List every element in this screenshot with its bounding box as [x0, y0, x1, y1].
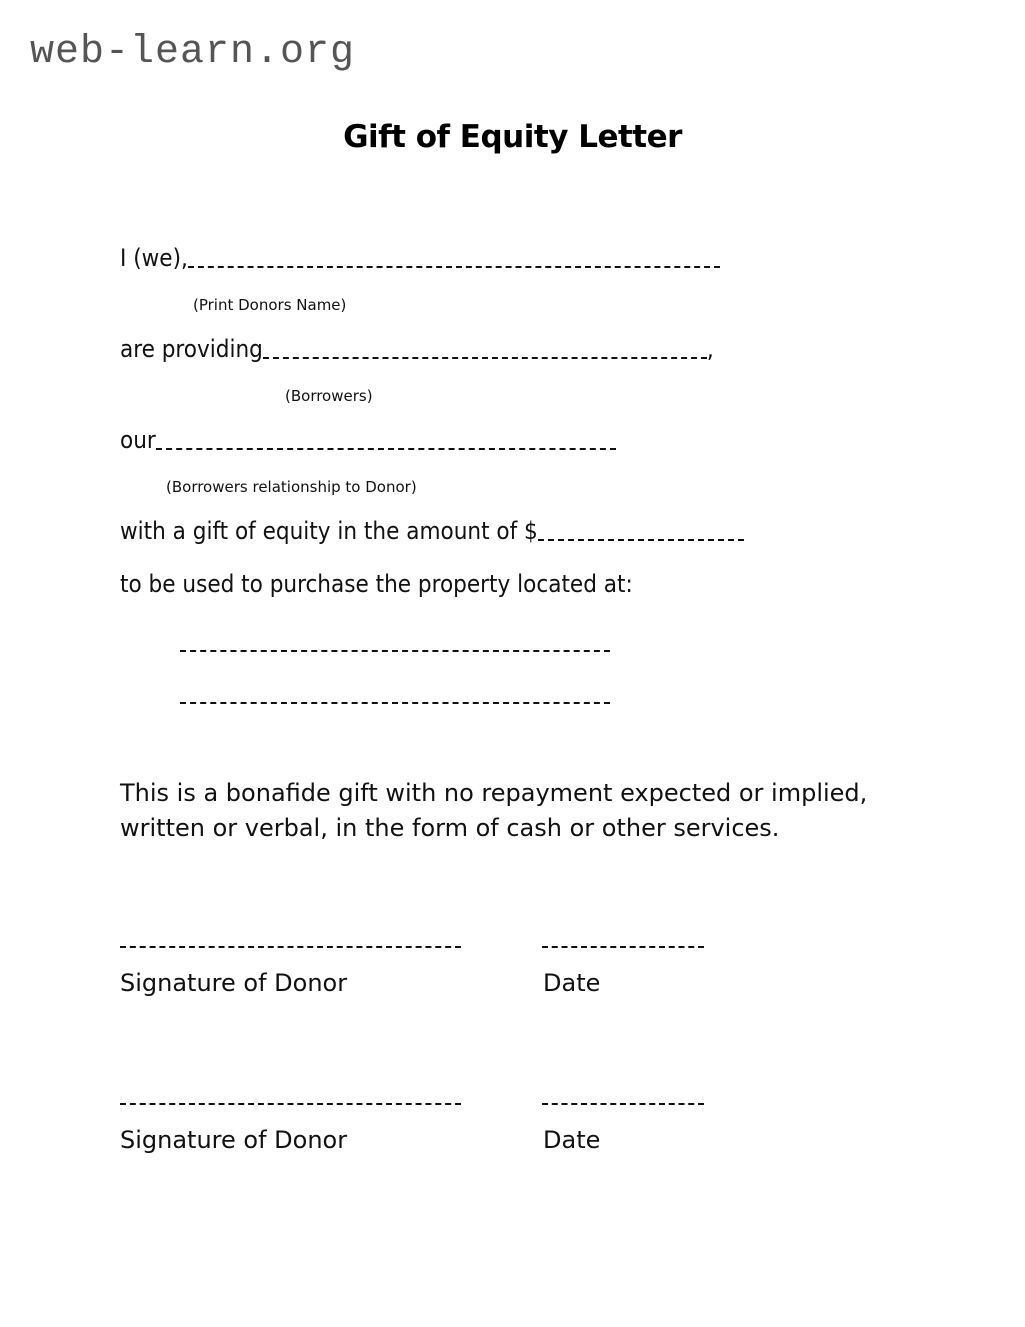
borrowers-prefix: are providing — [120, 335, 263, 363]
donor-name-row — [120, 243, 720, 273]
relationship-row — [120, 425, 616, 455]
donor-signature-2-field[interactable] — [120, 1103, 461, 1105]
amount-field[interactable] — [538, 537, 744, 541]
relationship-caption: (Borrowers relationship to Donor) — [166, 478, 417, 496]
relationship-field[interactable] — [156, 446, 616, 450]
signature-label-2: Signature of Donor — [120, 1126, 348, 1154]
donor-name-caption: (Print Donors Name) — [193, 296, 347, 314]
date-label-1: Date — [543, 969, 601, 997]
page-title: Gift of Equity Letter — [343, 119, 682, 155]
borrowers-caption: (Borrowers) — [285, 387, 373, 405]
amount-row — [120, 516, 744, 546]
borrowers-row — [120, 334, 714, 364]
signature-label-1: Signature of Donor — [120, 969, 348, 997]
statement-line-2: written or verbal, in the form of cash or other services. — [120, 814, 780, 842]
relationship-prefix: our — [120, 426, 156, 454]
property-address-line-1-field[interactable] — [180, 650, 610, 652]
watermark: web-learn.org — [30, 30, 356, 75]
statement-line-1: This is a bonafide gift with no repayment expected or implied, — [120, 779, 868, 807]
borrowers-suffix: , — [706, 335, 714, 363]
date-label-2: Date — [543, 1126, 601, 1154]
donor-signature-1-field[interactable] — [120, 946, 461, 948]
amount-prefix: with a gift of equity in the amount of $ — [120, 517, 538, 545]
borrowers-field[interactable] — [263, 355, 707, 359]
donor-name-prefix: I (we), — [120, 244, 188, 272]
date-2-field[interactable] — [542, 1103, 704, 1105]
date-1-field[interactable] — [542, 946, 704, 948]
property-intro: to be used to purchase the property located at: — [120, 570, 633, 598]
donor-name-field[interactable] — [188, 264, 720, 268]
property-address-line-2-field[interactable] — [180, 702, 610, 704]
